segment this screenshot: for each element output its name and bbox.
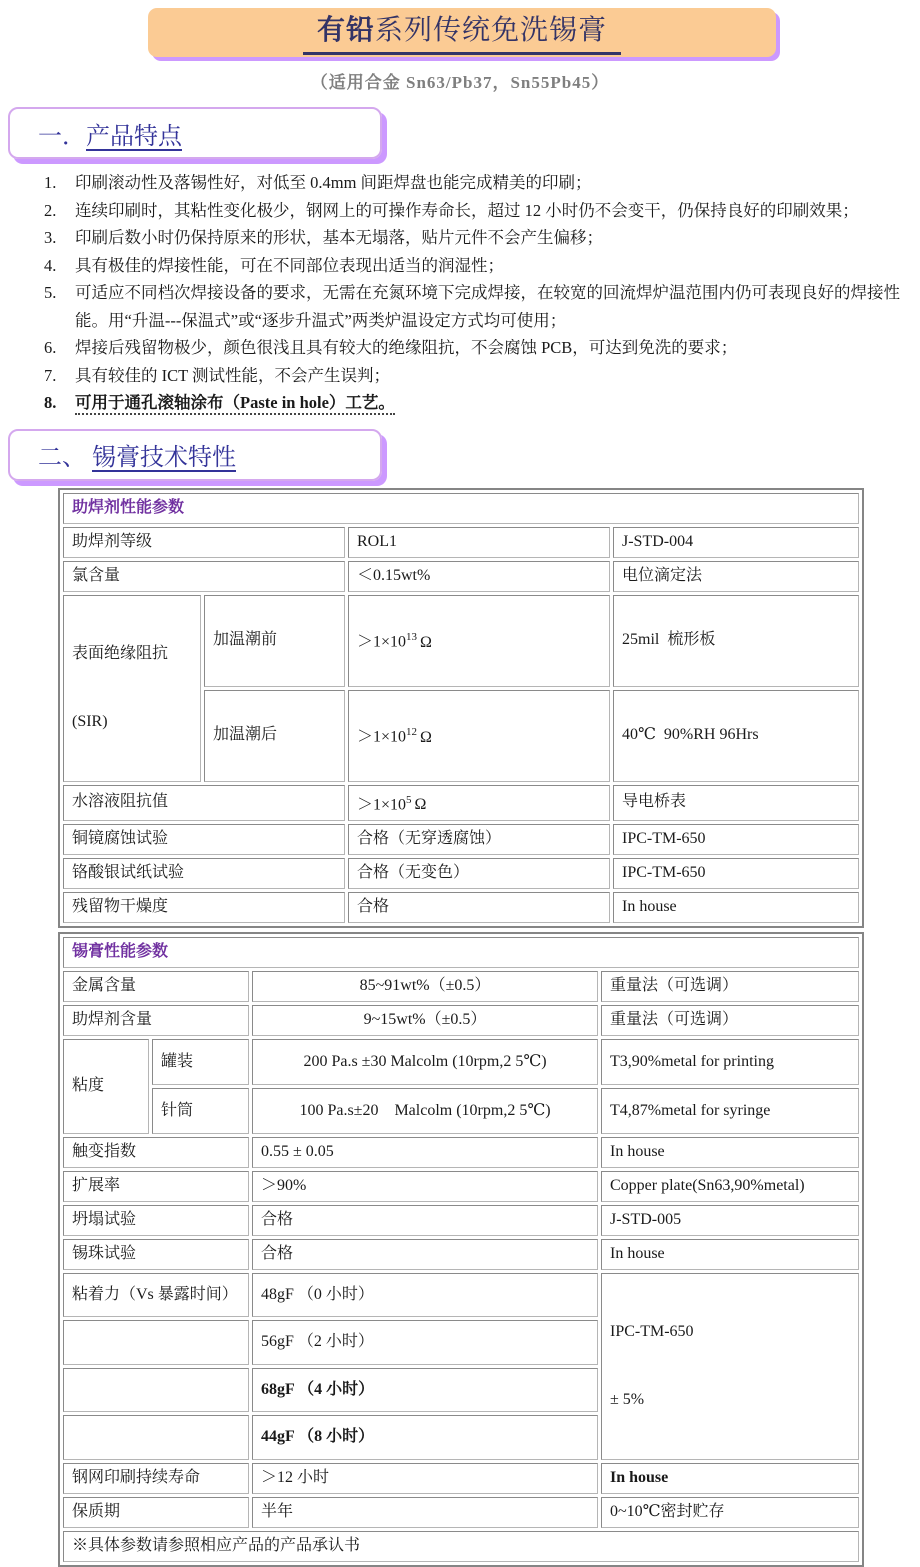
table-row bbox=[63, 1497, 859, 1528]
row-method: 0~10℃密封贮存 bbox=[601, 1497, 859, 1528]
row-method: IPC-TM-650 bbox=[613, 858, 859, 889]
row-label: 触变指数 bbox=[63, 1137, 249, 1168]
row-method: 40℃ 90%RH 96Hrs bbox=[613, 690, 859, 782]
table-row bbox=[63, 1239, 859, 1270]
row-label bbox=[63, 1368, 249, 1413]
row-value: $>1\times 10^{12}$ Ω bbox=[348, 690, 610, 782]
item-number: 5. bbox=[44, 283, 57, 302]
table-row bbox=[63, 1171, 859, 1202]
row-label: 氯含量 bbox=[63, 561, 345, 592]
paste-table-header: 锡膏性能参数 bbox=[63, 937, 859, 968]
row-value: $>1\times 10^5$ Ω bbox=[348, 785, 610, 821]
paste-performance-table bbox=[58, 932, 864, 1567]
row-value: 44gF （8 小时） bbox=[252, 1415, 598, 1460]
row-label: 金属含量 bbox=[63, 971, 249, 1002]
section2-title: 锡膏技术特性 bbox=[92, 445, 236, 471]
item-text: 可适应不同档次焊接设备的要求，无需在充氮环境下完成焊接，在较宽的回流焊炉温范围内仍可表现良好的焊接性能。用“升温---保温式”或“逐步升温式”两类炉温设定方式均可使用； bbox=[75, 283, 900, 330]
item-number: 7. bbox=[44, 365, 57, 385]
table-row bbox=[63, 858, 859, 889]
item-number: 2. bbox=[44, 200, 57, 220]
table-row bbox=[63, 561, 859, 592]
row-label: 助焊剂等级 bbox=[63, 527, 345, 558]
flux-performance-table bbox=[58, 488, 864, 928]
row-label: 钢网印刷持续寿命 bbox=[63, 1463, 249, 1494]
table-row bbox=[63, 1205, 859, 1236]
section1-banner bbox=[8, 107, 382, 159]
row-sublabel: 加温潮后 bbox=[204, 690, 345, 782]
row-sublabel: 罐装 bbox=[152, 1039, 249, 1085]
section2-heading bbox=[38, 437, 236, 472]
table-row bbox=[63, 892, 859, 923]
table-row bbox=[63, 1273, 859, 1318]
item-text: 具有极佳的焊接性能，可在不同部位表现出适当的润湿性； bbox=[75, 255, 504, 275]
row-value: ＜0.15wt% bbox=[348, 561, 610, 592]
section2-banner bbox=[8, 429, 382, 481]
row-value: 200 Pa.s ±30 Malcolm (10rpm,2 5℃) bbox=[252, 1039, 598, 1085]
table-row bbox=[63, 1137, 859, 1168]
table-row bbox=[63, 971, 859, 1002]
row-method: IPC-TM-650 bbox=[613, 824, 859, 855]
table-row bbox=[63, 1463, 859, 1494]
tack-method-cell: IPC-TM-650 ± 5% bbox=[601, 1273, 859, 1460]
table-row bbox=[63, 1039, 859, 1085]
row-label: 铬酸银试纸试验 bbox=[63, 858, 345, 889]
row-method: 25mil 梳形板 bbox=[613, 595, 859, 687]
row-value: 合格 bbox=[252, 1239, 598, 1270]
item-text: 可用于通孔滚轴涂布（Paste in hole）工艺。 bbox=[75, 389, 910, 417]
section1-number: 一． bbox=[38, 123, 86, 150]
item-text: 连续印刷时，其粘性变化极少，钢网上的可操作寿命长，超过 12 小时仍不会变干，仍保持良好的印刷效果； bbox=[75, 200, 859, 220]
row-value: 9~15wt%（±0.5） bbox=[252, 1005, 598, 1036]
row-value: 0.55 ± 0.05 bbox=[252, 1137, 598, 1168]
row-sublabel: 加温潮前 bbox=[204, 595, 345, 687]
table-row bbox=[63, 785, 859, 821]
item-text: 印刷滚动性及落锡性好，对低至 0.4mm 间距焊盘也能完成精美的印刷； bbox=[75, 173, 592, 192]
row-label: 铜镜腐蚀试验 bbox=[63, 824, 345, 855]
row-method: Copper plate(Sn63,90%metal) bbox=[601, 1171, 859, 1202]
item-number: 3. bbox=[44, 228, 57, 247]
table-row bbox=[63, 1088, 859, 1134]
row-method: In house bbox=[601, 1137, 859, 1168]
list-item bbox=[44, 389, 910, 417]
row-value: 合格 bbox=[348, 892, 610, 923]
row-method: In house bbox=[613, 892, 859, 923]
list-item bbox=[44, 252, 910, 280]
table-row bbox=[63, 595, 859, 687]
row-label: 残留物干燥度 bbox=[63, 892, 345, 923]
row-sublabel: 针筒 bbox=[152, 1088, 249, 1134]
row-method: J-STD-005 bbox=[601, 1205, 859, 1236]
sir-label-cell: 表面绝缘阻抗 (SIR) bbox=[63, 595, 201, 782]
row-value: 56gF （2 小时） bbox=[252, 1320, 598, 1365]
row-label: 锡珠试验 bbox=[63, 1239, 249, 1270]
row-value: 半年 bbox=[252, 1497, 598, 1528]
item-number: 1. bbox=[44, 173, 57, 192]
list-item bbox=[44, 197, 910, 225]
row-label: 粘着力（Vs 暴露时间） bbox=[63, 1273, 249, 1318]
section1-title: 产品特点 bbox=[86, 123, 182, 150]
item-text: 具有较佳的 ICT 测试性能，不会产生误判； bbox=[75, 365, 391, 385]
title-banner bbox=[148, 8, 776, 57]
row-method: In house bbox=[601, 1239, 859, 1270]
item-text: 印刷后数小时仍保持原来的形状，基本无塌落，贴片元件不会产生偏移； bbox=[75, 228, 603, 247]
row-method: 电位滴定法 bbox=[613, 561, 859, 592]
page-subtitle: （适用合金 Sn63/Pb37，Sn55Pb45） bbox=[310, 73, 610, 92]
viscosity-label-cell: 粘度 bbox=[63, 1039, 149, 1134]
item-text: 焊接后残留物极少，颜色很浅且具有较大的绝缘阻抗，不会腐蚀 PCB，可达到免洗的要求； bbox=[75, 338, 738, 357]
row-value: ＞12 小时 bbox=[252, 1463, 598, 1494]
row-label bbox=[63, 1415, 249, 1460]
list-item bbox=[44, 279, 910, 334]
table-row bbox=[63, 1005, 859, 1036]
table-row bbox=[63, 824, 859, 855]
section2-number: 二、 bbox=[38, 445, 92, 471]
flux-table-header: 助焊剂性能参数 bbox=[63, 493, 859, 524]
page-title bbox=[303, 11, 621, 55]
row-value: 合格（无穿透腐蚀） bbox=[348, 824, 610, 855]
row-value: $>1\times 10^{13}$ Ω bbox=[348, 595, 610, 687]
page-title-rest: 系列传统免洗锡膏 bbox=[375, 14, 608, 46]
item-number: 6. bbox=[44, 338, 57, 357]
row-label: 保质期 bbox=[63, 1497, 249, 1528]
list-item bbox=[44, 362, 910, 390]
row-label: 水溶液阻抗值 bbox=[63, 785, 345, 821]
row-label: 助焊剂含量 bbox=[63, 1005, 249, 1036]
row-value: 48gF （0 小时） bbox=[252, 1273, 598, 1318]
row-label: 扩展率 bbox=[63, 1171, 249, 1202]
row-method: 重量法（可选调） bbox=[601, 1005, 859, 1036]
row-method: J-STD-004 bbox=[613, 527, 859, 558]
table-row bbox=[63, 1531, 859, 1562]
row-label: 坍塌试验 bbox=[63, 1205, 249, 1236]
row-value: 合格（无变色） bbox=[348, 858, 610, 889]
list-item bbox=[44, 334, 910, 362]
row-value: 85~91wt%（±0.5） bbox=[252, 971, 598, 1002]
table-footnote: ※具体参数请参照相应产品的产品承认书 bbox=[63, 1531, 859, 1562]
item-number: 4. bbox=[44, 255, 57, 275]
row-method: T4,87%metal for syringe bbox=[601, 1088, 859, 1134]
item-number: 8. bbox=[44, 393, 57, 412]
page-title-bold: 有铅 bbox=[316, 14, 375, 46]
row-method: In house bbox=[601, 1463, 859, 1494]
feature-list bbox=[44, 169, 910, 417]
row-value: 100 Pa.s±20 Malcolm (10rpm,2 5℃) bbox=[252, 1088, 598, 1134]
row-method: T3,90%metal for printing bbox=[601, 1039, 859, 1085]
list-item bbox=[44, 224, 910, 252]
row-value: 合格 bbox=[252, 1205, 598, 1236]
section1-heading bbox=[38, 116, 182, 151]
table-row bbox=[63, 527, 859, 558]
row-value: ROL1 bbox=[348, 527, 610, 558]
row-method: 导电桥表 bbox=[613, 785, 859, 821]
row-label bbox=[63, 1320, 249, 1365]
row-value: 68gF （4 小时） bbox=[252, 1368, 598, 1413]
list-item bbox=[44, 169, 910, 197]
row-method: 重量法（可选调） bbox=[601, 971, 859, 1002]
row-value: ＞90% bbox=[252, 1171, 598, 1202]
